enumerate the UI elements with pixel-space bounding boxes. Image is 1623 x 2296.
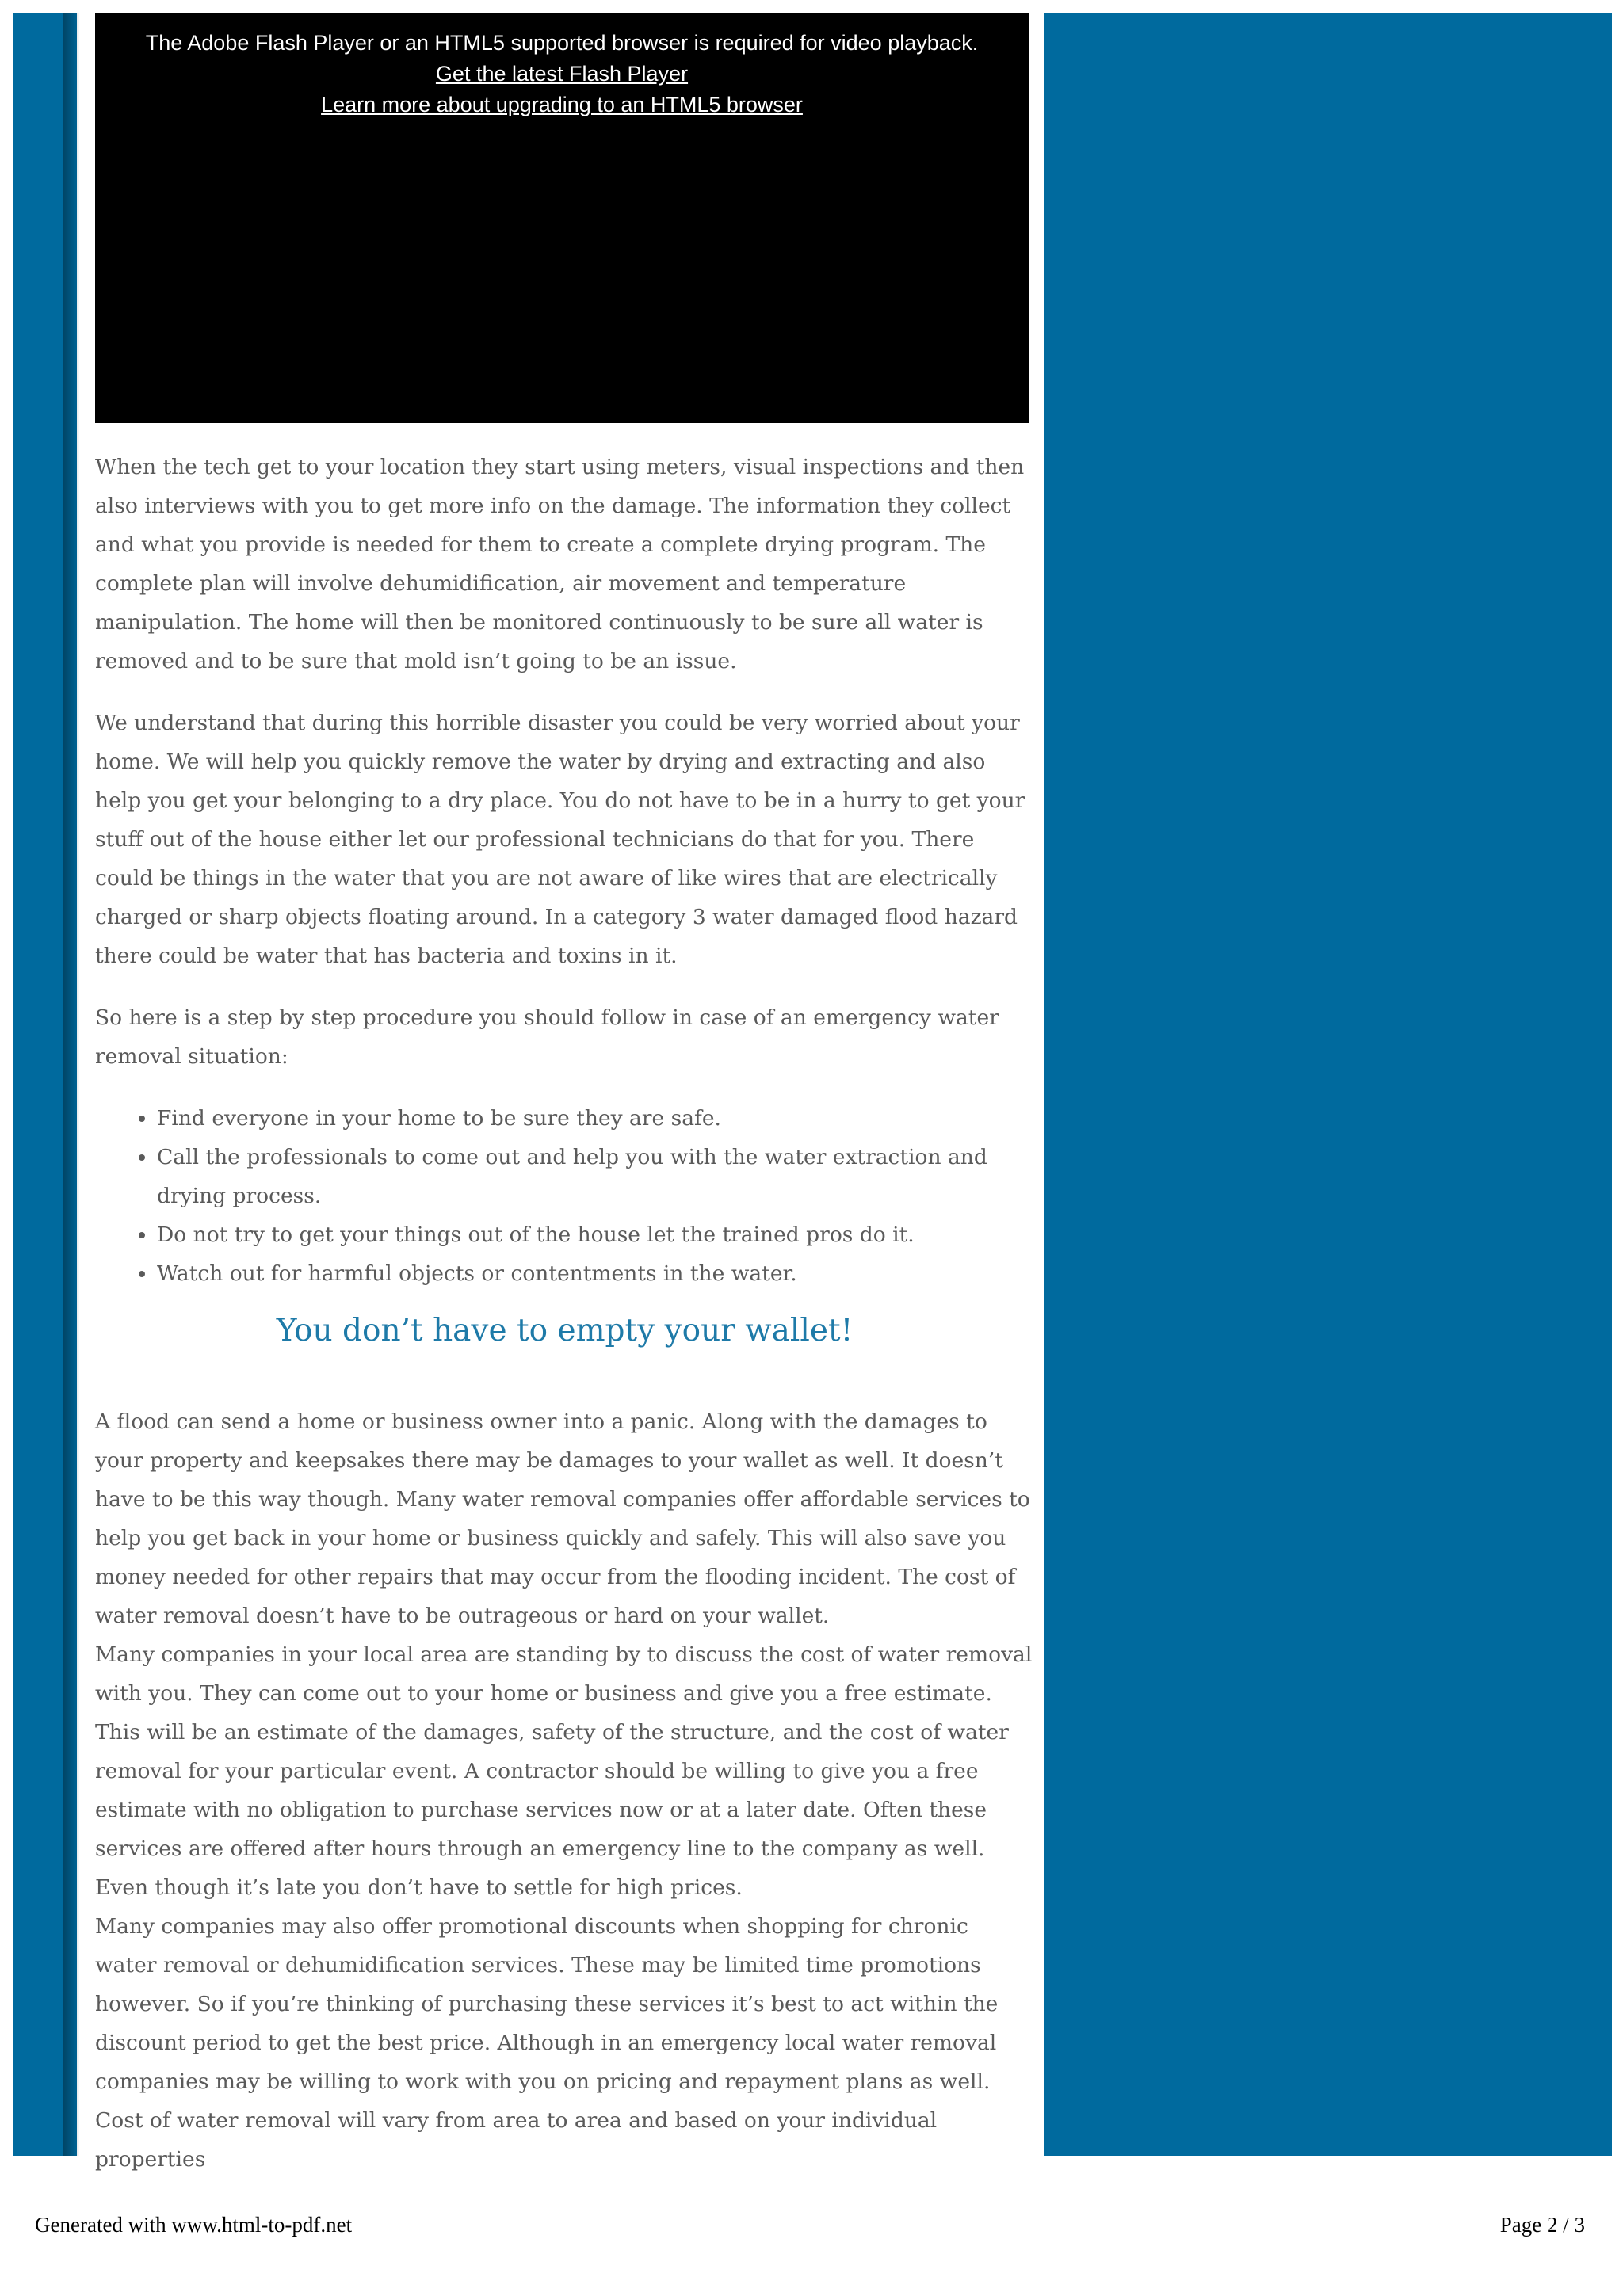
content-column [79,13,1044,2172]
paragraph-disaster-help: We understand that during this horrible disaster you could be very worried about your home. We will help you quickly remove the water by drying and extracting and also help you get your belonging to a dry place. You do not have to be in a hurry to get your stuff out of the house either let our professional technicians do that for you. There could be things in the water that you are not aware of like wires that are electrically charged or sharp objects floating around. In a category 3 water damaged flood hazard there could be water that has bacteria and toxins in it. [95,711,1025,968]
steps-list [95,1099,1034,1293]
paragraph-tech-inspection: When the tech get to your location they start using meters, visual inspections and then also interviews with you to get more info on the damage. The information they collect and what you provide is needed for them to create a complete drying program. The complete plan will involve dehumidification, air movement and temperature manipulation. The home will then be monitored continuously to be sure all water is removed and to be sure that mold isn’t going to be an issue. [95,455,1025,673]
list-item: • Watch out for harmful objects or contentments in the water. [157,1254,1034,1293]
paragraph-flood-panic: A flood can send a home or business owner into a panic. Along with the damages to your property and keepsakes there may be damages to your wallet as well. It doesn’t have to be this way though. Many water removal companies offer affordable services to help you get back in your home or business quickly and safely. This will also save you money needed for other repairs that may occur from the flooding incident. The cost of water removal doesn’t have to be outrageous or hard on your wallet. [95,1409,1030,1628]
paragraph-cost-varies: Cost of water removal will vary from area to area and based on your individual properties [95,2108,938,2172]
list-item: • Do not try to get your things out of the house let the trained pros do it. [157,1215,1034,1254]
flash-player-link[interactable]: Get the latest Flash Player [435,62,689,86]
paragraph-promotions: Many companies may also offer promotional discounts when shopping for chronic water removal or dehumidification services. These may be limited time promotions however. So if you’re thinking of purchasing these services it’s best to act within the discount period to get the best price. Although in an emergency local water removal companies may be willing to work with you on pricing and repayment plans as well. [95,1914,999,2094]
section-heading: You don’t have to empty your wallet! [276,1313,854,1348]
list-item: • Find everyone in your home to be sure they are safe. [157,1099,1034,1138]
paragraph-free-estimate: Many companies in your local area are standing by to discuss the cost of water removal with you. They can come out to your home or business and give you a free estimate. This will be an estimate of the damages, safety of the structure, and the cost of water removal for your particular event. A contractor should be willing to give you a free estimate with no obligation to purchase services now or at a later date. Often these services are offered after hours through an emergency line to the company as well. Even though it’s late you don’t have to settle for high prices. [95,1642,1033,1900]
video-notice: The Adobe Flash Player or an HTML5 supported browser is required for video playback. [145,31,979,55]
paragraph-procedure-intro: So here is a step by step procedure you should follow in case of an emergency water removal situation: [95,1005,999,1069]
article-body [95,448,1034,2179]
video-player[interactable] [95,13,1029,423]
footer-generated-text: Generated with www.html-to-pdf.net [35,2213,353,2237]
list-item: • Call the professionals to come out and help you with the water extraction and drying process. [157,1138,1034,1215]
footer-page-number: Page 2 / 3 [1499,2213,1585,2237]
right-blue-sidebar [1044,13,1612,2156]
content-shadow [63,13,81,2156]
html5-browser-link[interactable]: Learn more about upgrading to an HTML5 browser [321,93,803,116]
